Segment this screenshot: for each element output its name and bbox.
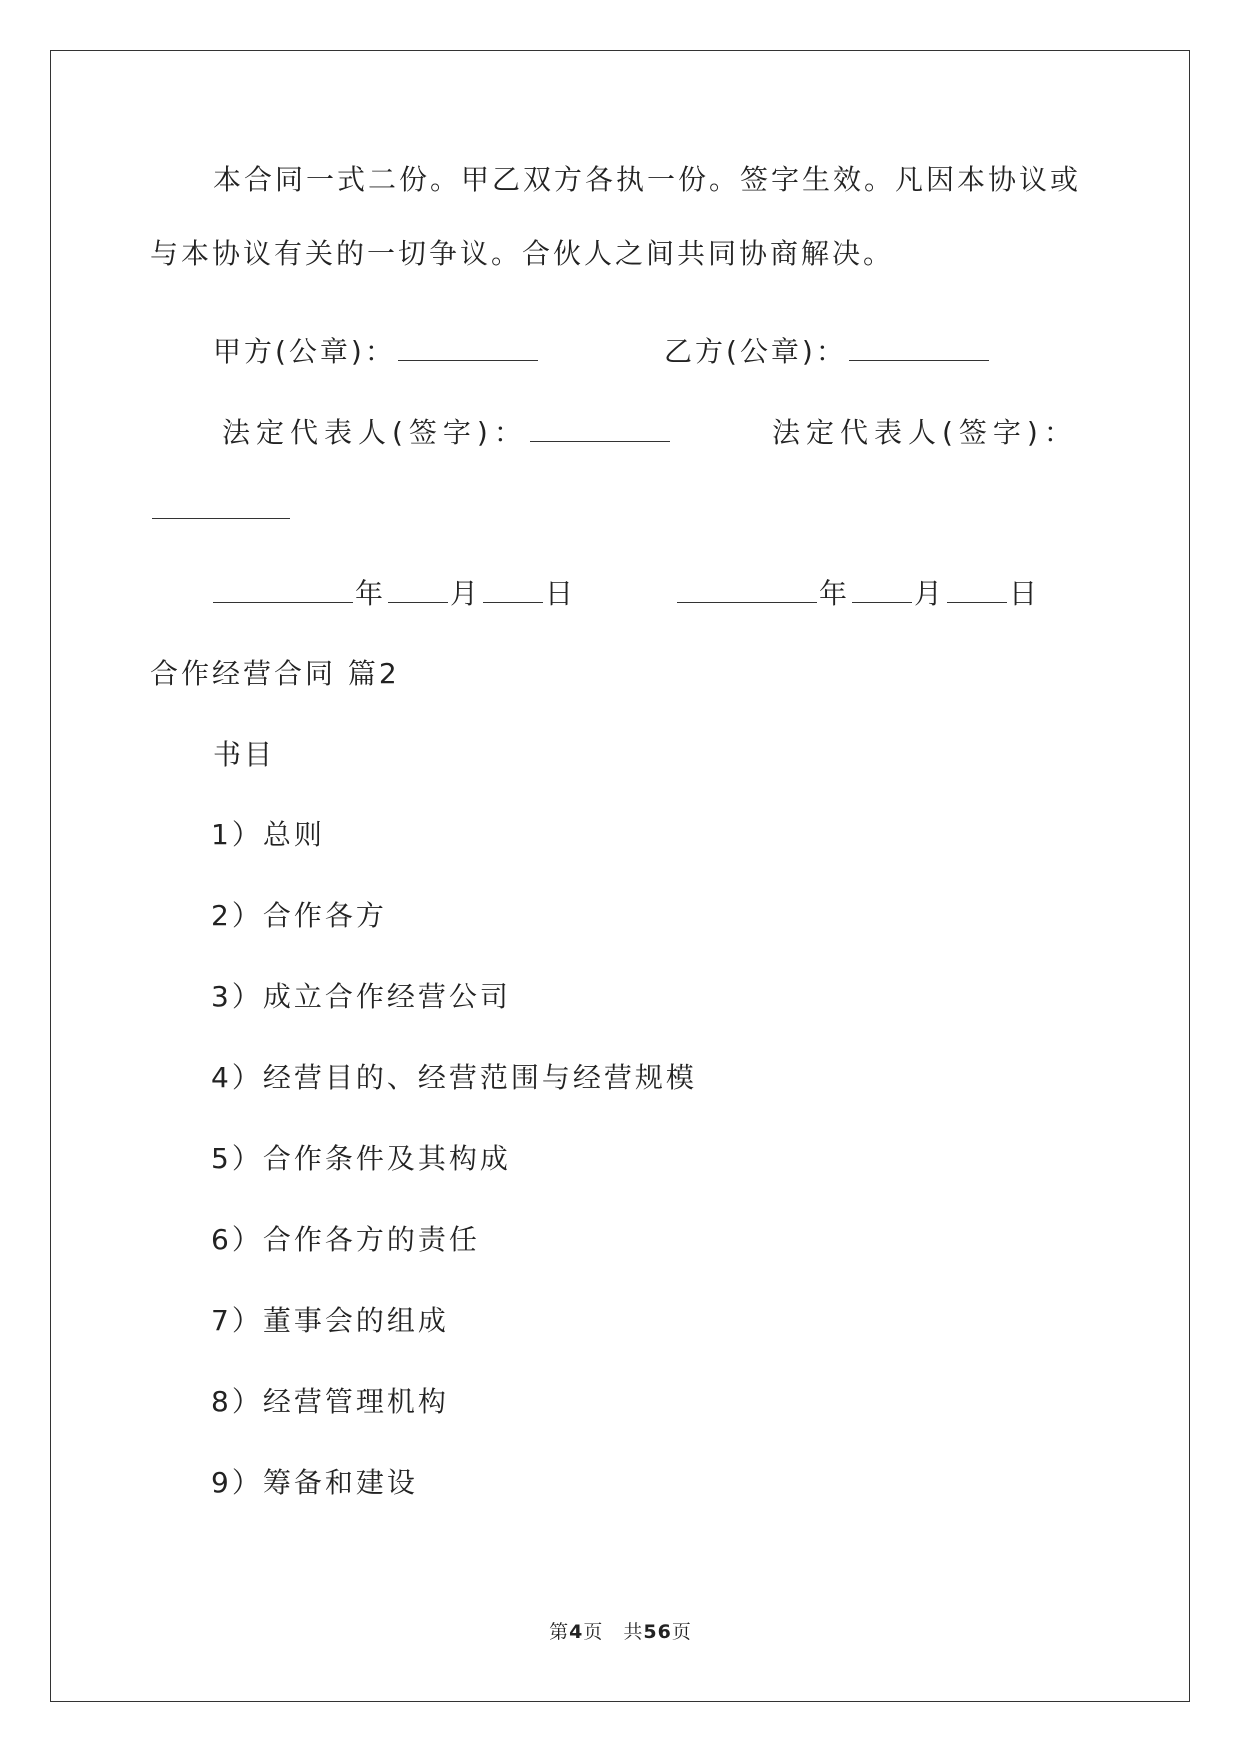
toc-item: 3）成立合作经营公司	[211, 980, 511, 1013]
footer-prefix: 第	[549, 1621, 570, 1643]
party-a-seal-label: 甲方(公章)：	[213, 335, 396, 368]
toc-item: 9）筹备和建设	[211, 1466, 418, 1499]
day-label: 日	[1009, 577, 1041, 610]
party-b-rep-label: 法定代表人(签字)：	[772, 416, 1078, 449]
date-blank	[947, 576, 1007, 603]
year-label: 年	[355, 577, 387, 610]
date-line-a	[211, 576, 576, 612]
toc-item: 4）经营目的、经营范围与经营规模	[211, 1061, 697, 1094]
paragraph-line: 本合同一式二份。甲乙双方各执一份。签字生效。凡因本协议或	[213, 163, 1082, 196]
page-border	[50, 50, 1190, 1702]
party-b-seal-label: 乙方(公章)：	[664, 335, 847, 368]
date-blank	[852, 576, 912, 603]
day-label: 日	[545, 577, 577, 610]
total-pages: 56	[643, 1621, 672, 1643]
toc-item: 8）经营管理机构	[211, 1385, 449, 1418]
toc-item: 6）合作各方的责任	[211, 1223, 480, 1256]
section-title: 合作经营合同 篇2	[150, 657, 400, 690]
toc-heading: 书目	[213, 738, 276, 771]
year-label: 年	[819, 577, 851, 610]
party-b-seal-line	[664, 334, 991, 370]
signature-blank	[530, 415, 670, 442]
month-label: 月	[450, 577, 482, 610]
toc-item: 5）合作条件及其构成	[211, 1142, 511, 1175]
month-label: 月	[914, 577, 946, 610]
date-line-b	[675, 576, 1040, 612]
signature-blank	[849, 334, 989, 361]
page-footer	[0, 1617, 1241, 1644]
footer-suffix: 页	[671, 1621, 692, 1643]
toc-item: 1）总则	[211, 818, 325, 851]
toc-item: 7）董事会的组成	[211, 1304, 449, 1337]
date-blank	[677, 576, 817, 603]
signature-blank	[152, 492, 290, 519]
page-number: 4	[569, 1621, 584, 1643]
date-blank	[213, 576, 353, 603]
paragraph-line: 与本协议有关的一切争议。合伙人之间共同协商解决。	[150, 237, 895, 270]
party-b-rep-blank-line	[150, 492, 292, 528]
signature-blank	[398, 334, 538, 361]
date-blank	[388, 576, 448, 603]
party-a-rep-line	[222, 415, 672, 451]
date-blank	[483, 576, 543, 603]
party-a-rep-label: 法定代表人(签字)：	[222, 416, 528, 449]
footer-mid: 页 共	[583, 1621, 644, 1643]
party-a-seal-line	[213, 334, 540, 370]
toc-item: 2）合作各方	[211, 899, 387, 932]
